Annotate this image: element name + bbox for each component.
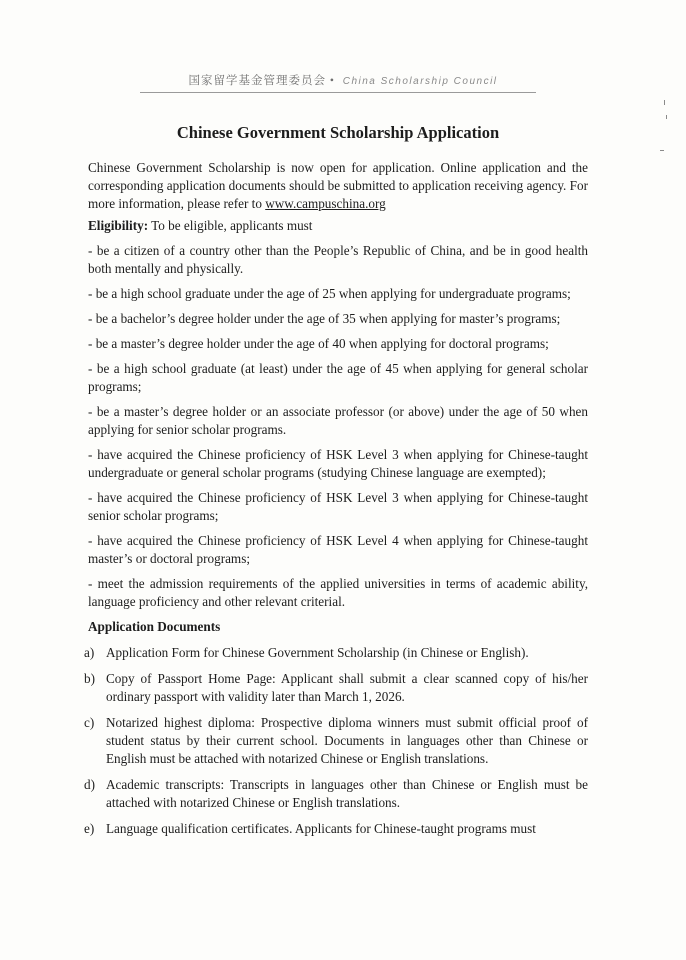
document-item xyxy=(84,714,588,768)
eligibility-item: - meet the admission requirements of the applied universities in terms of academic ability, language proficiency and other relevant criterial. xyxy=(88,576,588,609)
document-item xyxy=(84,644,588,662)
document-body xyxy=(84,123,588,846)
item-text: Application Form for Chinese Government Scholarship (in Chinese or English). xyxy=(106,645,529,660)
campuschina-link[interactable]: www.campuschina.org xyxy=(265,196,386,211)
item-text: Academic transcripts: Transcripts in languages other than Chinese or English must be attached with notarized Chinese or English translations. xyxy=(106,777,588,810)
eligibility-label: Eligibility: xyxy=(88,218,149,233)
intro-paragraph xyxy=(88,159,588,213)
eligibility-intro: To be eligible, applicants must xyxy=(148,218,313,233)
item-text: Notarized highest diploma: Prospective diploma winners must submit official proof of student status by their current school. Documents in languages other than Chinese or English must be attached with notarized Chinese or English translations. xyxy=(106,715,588,766)
documents-heading: Application Documents xyxy=(88,619,221,634)
eligibility-item: - be a master’s degree holder under the age of 40 when applying for doctoral programs; xyxy=(88,336,549,351)
scan-mark xyxy=(660,150,664,151)
documents-list xyxy=(84,644,588,838)
eligibility-item: - have acquired the Chinese proficiency of HSK Level 3 when applying for Chinese-taught senior scholar programs; xyxy=(88,490,588,523)
eligibility-item: - be a bachelor’s degree holder under the age of 35 when applying for master’s programs; xyxy=(88,311,561,326)
scan-mark xyxy=(664,100,665,105)
item-text: Copy of Passport Home Page: Applicant shall submit a clear scanned copy of his/her ordinary passport with validity later than March 1, 2026. xyxy=(106,671,588,704)
eligibility-item: - be a high school graduate (at least) under the age of 45 when applying for general scholar programs; xyxy=(88,361,588,394)
eligibility-item: - have acquired the Chinese proficiency of HSK Level 3 when applying for Chinese-taught undergraduate or general scholar programs (studying Chinese language are exempted); xyxy=(88,447,588,480)
scan-mark xyxy=(666,115,667,119)
letterhead-chinese: 国家留学基金管理委员会 xyxy=(188,75,326,87)
item-text: Language qualification certificates. Applicants for Chinese-taught programs must xyxy=(106,821,536,836)
document-item xyxy=(84,670,588,706)
item-letter: d) xyxy=(84,777,95,792)
eligibility-item: - be a high school graduate under the age of 25 when applying for undergraduate programs; xyxy=(88,286,571,301)
letterhead xyxy=(0,72,686,88)
eligibility-item: - have acquired the Chinese proficiency of HSK Level 4 when applying for Chinese-taught master’s or doctoral programs; xyxy=(88,533,588,566)
eligibility-item: - be a citizen of a country other than the People’s Republic of China, and be in good health both mentally and physically. xyxy=(88,243,588,276)
eligibility-item: - be a master’s degree holder or an associate professor (or above) under the age of 50 when applying for senior scholar programs. xyxy=(88,404,588,437)
item-letter: e) xyxy=(84,821,95,836)
intro-text: Chinese Government Scholarship is now open for application. Online application and the corresponding application documents should be submitted to application receiving agency. For more information, please refer to xyxy=(88,160,588,211)
letterhead-dot: • xyxy=(329,75,335,87)
item-letter: c) xyxy=(84,715,95,730)
item-letter: a) xyxy=(84,645,95,660)
item-letter: b) xyxy=(84,671,95,686)
eligibility-heading xyxy=(88,217,588,235)
document-item xyxy=(84,820,588,838)
document-item xyxy=(84,776,588,812)
letterhead-english: China Scholarship Council xyxy=(342,76,498,87)
letterhead-rule xyxy=(140,92,536,93)
document-title: Chinese Government Scholarship Application xyxy=(176,123,500,142)
